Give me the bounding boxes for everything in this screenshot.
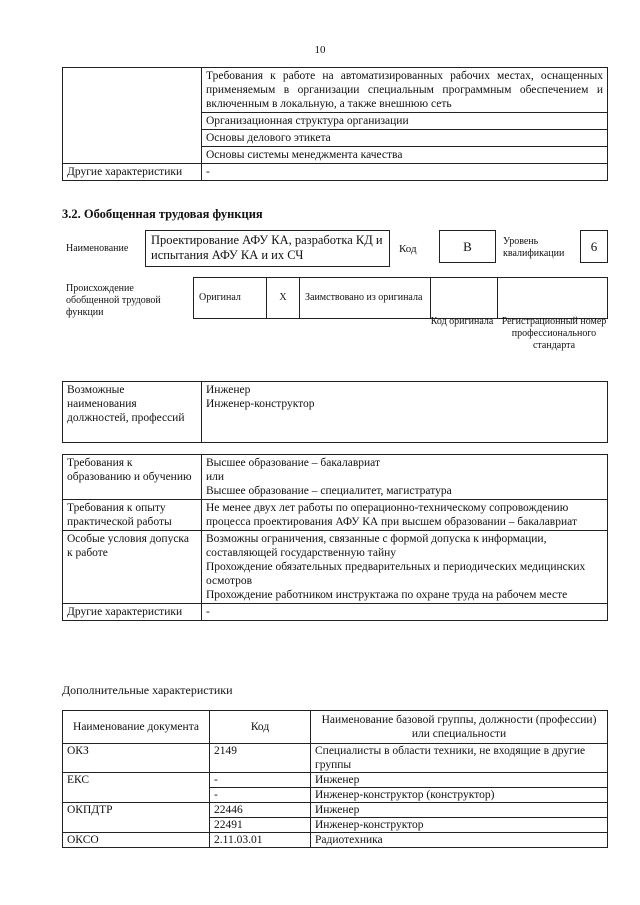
function-name-box: Проектирование АФУ КА, разработка КД и испытания АФУ КА и их СЧ bbox=[145, 230, 390, 267]
section-heading: 3.2. Обобщенная трудовая функция bbox=[62, 207, 263, 221]
requirement-label: Другие характеристики bbox=[63, 604, 202, 621]
requirement-line: Высшее образование – специалитет, магистратура bbox=[206, 485, 452, 497]
registration-caption: Регистрационный номер профессионального стандарта bbox=[501, 316, 607, 351]
knowledge-item: Основы системы менеджмента качества bbox=[202, 147, 608, 164]
name-cell: Инженер bbox=[311, 773, 608, 788]
additional-heading: Дополнительные характеристики bbox=[62, 683, 233, 697]
other-characteristics-value: - bbox=[202, 164, 608, 181]
table-row bbox=[63, 833, 608, 848]
table-row bbox=[63, 803, 608, 818]
other-characteristics-label: Другие характеристики bbox=[63, 164, 202, 181]
code-cell: - bbox=[210, 773, 311, 788]
name-cell: Радиотехника bbox=[311, 833, 608, 848]
qualification-level-box: 6 bbox=[580, 230, 608, 263]
requirement-label: Особые условия допуска к работе bbox=[63, 531, 202, 604]
doc-cell: ОКСО bbox=[63, 833, 210, 848]
table-row bbox=[63, 744, 608, 773]
code-original-caption: Код оригинала bbox=[430, 316, 494, 327]
code-cell: 22491 bbox=[210, 818, 311, 833]
doc-cell: ОКПДТР bbox=[63, 803, 210, 833]
name-cell: Инженер bbox=[311, 803, 608, 818]
requirement-line: Прохождение работником инструктажа по охране труда на рабочем месте bbox=[206, 589, 568, 601]
additional-table bbox=[62, 710, 608, 848]
borrowed-label: Заимствовано из оригинала bbox=[300, 278, 431, 319]
knowledge-item: Основы делового этикета bbox=[202, 130, 608, 147]
function-code-box: B bbox=[439, 230, 496, 263]
requirement-label: Требования к опыту практической работы bbox=[63, 500, 202, 531]
requirement-line: Не менее двух лет работы по операционно-техническому сопровождению процесса проектирования АФУ КА при высшем образовании – бакалавриат bbox=[206, 502, 577, 528]
code-cell: - bbox=[210, 788, 311, 803]
name-label: Наименование bbox=[66, 243, 129, 254]
empty-label-cell bbox=[63, 68, 202, 164]
registration-number-cell bbox=[498, 278, 608, 319]
column-header: Наименование базовой группы, должности (профессии) или специальности bbox=[311, 711, 608, 744]
name-cell: Инженер-конструктор bbox=[311, 818, 608, 833]
requirement-line: Возможны ограничения, связанные с формой допуска к информации, составляющей государственную тайну bbox=[206, 533, 547, 559]
requirements-table bbox=[62, 454, 608, 621]
column-header: Наименование документа bbox=[63, 711, 210, 744]
knowledge-item: Требования к работе на автоматизированных рабочих местах, оснащенных применяемым в организации специальным программным обеспечением и включенным в локальную, а также внешнюю сеть bbox=[202, 68, 608, 113]
knowledge-table bbox=[62, 67, 608, 181]
origin-table bbox=[193, 277, 608, 319]
name-cell: Специалисты в области техники, не входящие в другие группы bbox=[311, 744, 608, 773]
original-label: Оригинал bbox=[194, 278, 267, 319]
requirement-line: или bbox=[206, 471, 225, 483]
code-cell: 2.11.03.01 bbox=[210, 833, 311, 848]
requirement-label: Требования к образованию и обучению bbox=[63, 455, 202, 500]
origin-label: Происхождение обобщенной трудовой функции bbox=[66, 283, 161, 318]
name-cell: Инженер-конструктор (конструктор) bbox=[311, 788, 608, 803]
original-mark: X bbox=[267, 278, 300, 319]
position-item: Инженер bbox=[206, 384, 251, 396]
qualification-level-label: Уровень квалификации bbox=[503, 236, 565, 259]
requirement-line: Прохождение обязательных предварительных и периодических медицинских осмотров bbox=[206, 561, 586, 587]
page-number: 10 bbox=[314, 44, 326, 56]
column-header: Код bbox=[210, 711, 311, 744]
knowledge-item: Организационная структура организации bbox=[202, 113, 608, 130]
position-item: Инженер-конструктор bbox=[206, 398, 315, 410]
requirement-line: Высшее образование – бакалавриат bbox=[206, 457, 380, 469]
original-code-cell bbox=[431, 278, 498, 319]
positions-label: Возможные наименования должностей, профессий bbox=[63, 382, 202, 443]
code-cell: 2149 bbox=[210, 744, 311, 773]
code-label: Код bbox=[399, 243, 417, 255]
doc-cell: ЕКС bbox=[63, 773, 210, 803]
requirement-line: - bbox=[206, 606, 210, 618]
table-row bbox=[63, 773, 608, 788]
code-cell: 22446 bbox=[210, 803, 311, 818]
positions-table bbox=[62, 381, 608, 443]
doc-cell: ОКЗ bbox=[63, 744, 210, 773]
